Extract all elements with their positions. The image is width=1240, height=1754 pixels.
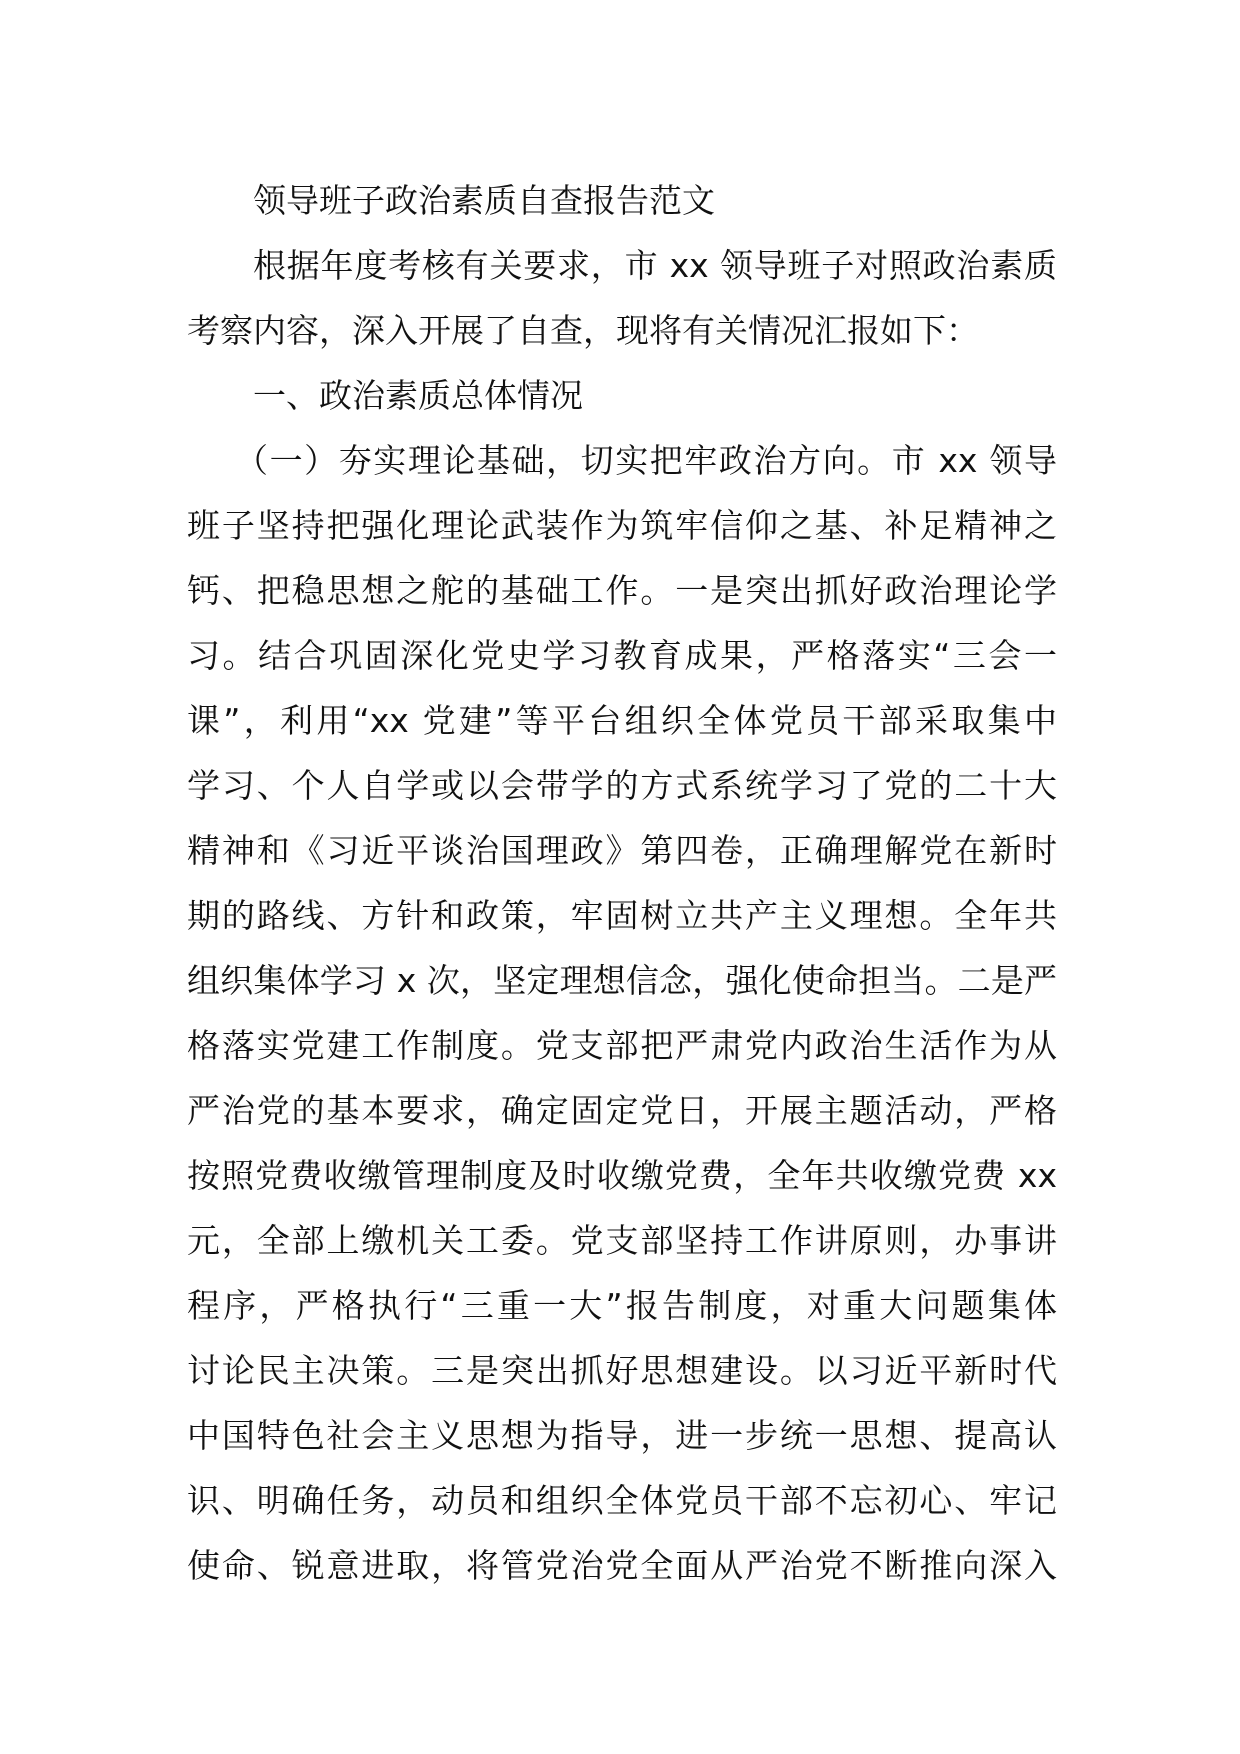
document-title: 领导班子政治素质自查报告范文: [253, 181, 715, 220]
paragraph-line: 习。结合巩固深化党史学习教育成果，严格落实“三会一: [187, 636, 1057, 675]
paragraph-line: 学习、个人自学或以会带学的方式系统学习了党的二十大: [187, 766, 1057, 805]
paragraph-line: 中国特色社会主义思想为指导，进一步统一思想、提高认: [187, 1416, 1057, 1455]
section-heading: 一、政治素质总体情况: [253, 376, 583, 415]
paragraph-line: 精神和《习近平谈治国理政》第四卷，正确理解党在新时: [187, 831, 1057, 870]
paragraph-line: 严治党的基本要求，确定固定党日，开展主题活动，严格: [187, 1091, 1057, 1130]
paragraph-line: 程序，严格执行“三重一大”报告制度，对重大问题集体: [187, 1286, 1057, 1325]
paragraph-line: 讨论民主决策。三是突出抓好思想建设。以习近平新时代: [187, 1351, 1057, 1390]
intro-line-1: 根据年度考核有关要求，市 xx 领导班子对照政治素质: [253, 246, 1057, 285]
paragraph-line: 组织集体学习 x 次，坚定理想信念，强化使命担当。二是严: [187, 961, 1057, 1000]
paragraph-line: 使命、锐意进取，将管党治党全面从严治党不断推向深入: [187, 1546, 1057, 1585]
paragraph-line: 课”，利用“xx 党建”等平台组织全体党员干部采取集中: [187, 701, 1057, 740]
paragraph-line: 钙、把稳思想之舵的基础工作。一是突出抓好政治理论学: [187, 571, 1057, 610]
paragraph-line: 识、明确任务，动员和组织全体党员干部不忘初心、牢记: [187, 1481, 1057, 1520]
paragraph-line: 班子坚持把强化理论武装作为筑牢信仰之基、补足精神之: [187, 506, 1057, 545]
paragraph-line: 按照党费收缴管理制度及时收缴党费，全年共收缴党费 xx: [187, 1156, 1057, 1195]
paragraph-line: 期的路线、方针和政策，牢固树立共产主义理想。全年共: [187, 896, 1057, 935]
paragraph-line: 格落实党建工作制度。党支部把严肃党内政治生活作为从: [187, 1026, 1057, 1065]
paragraph-line: （一）夯实理论基础，切实把牢政治方向。市 xx 领导: [235, 441, 1057, 480]
intro-line-2: 考察内容，深入开展了自查，现将有关情况汇报如下：: [187, 311, 979, 350]
paragraph-line: 元，全部上缴机关工委。党支部坚持工作讲原则，办事讲: [187, 1221, 1057, 1260]
document-body: [187, 168, 1057, 1598]
